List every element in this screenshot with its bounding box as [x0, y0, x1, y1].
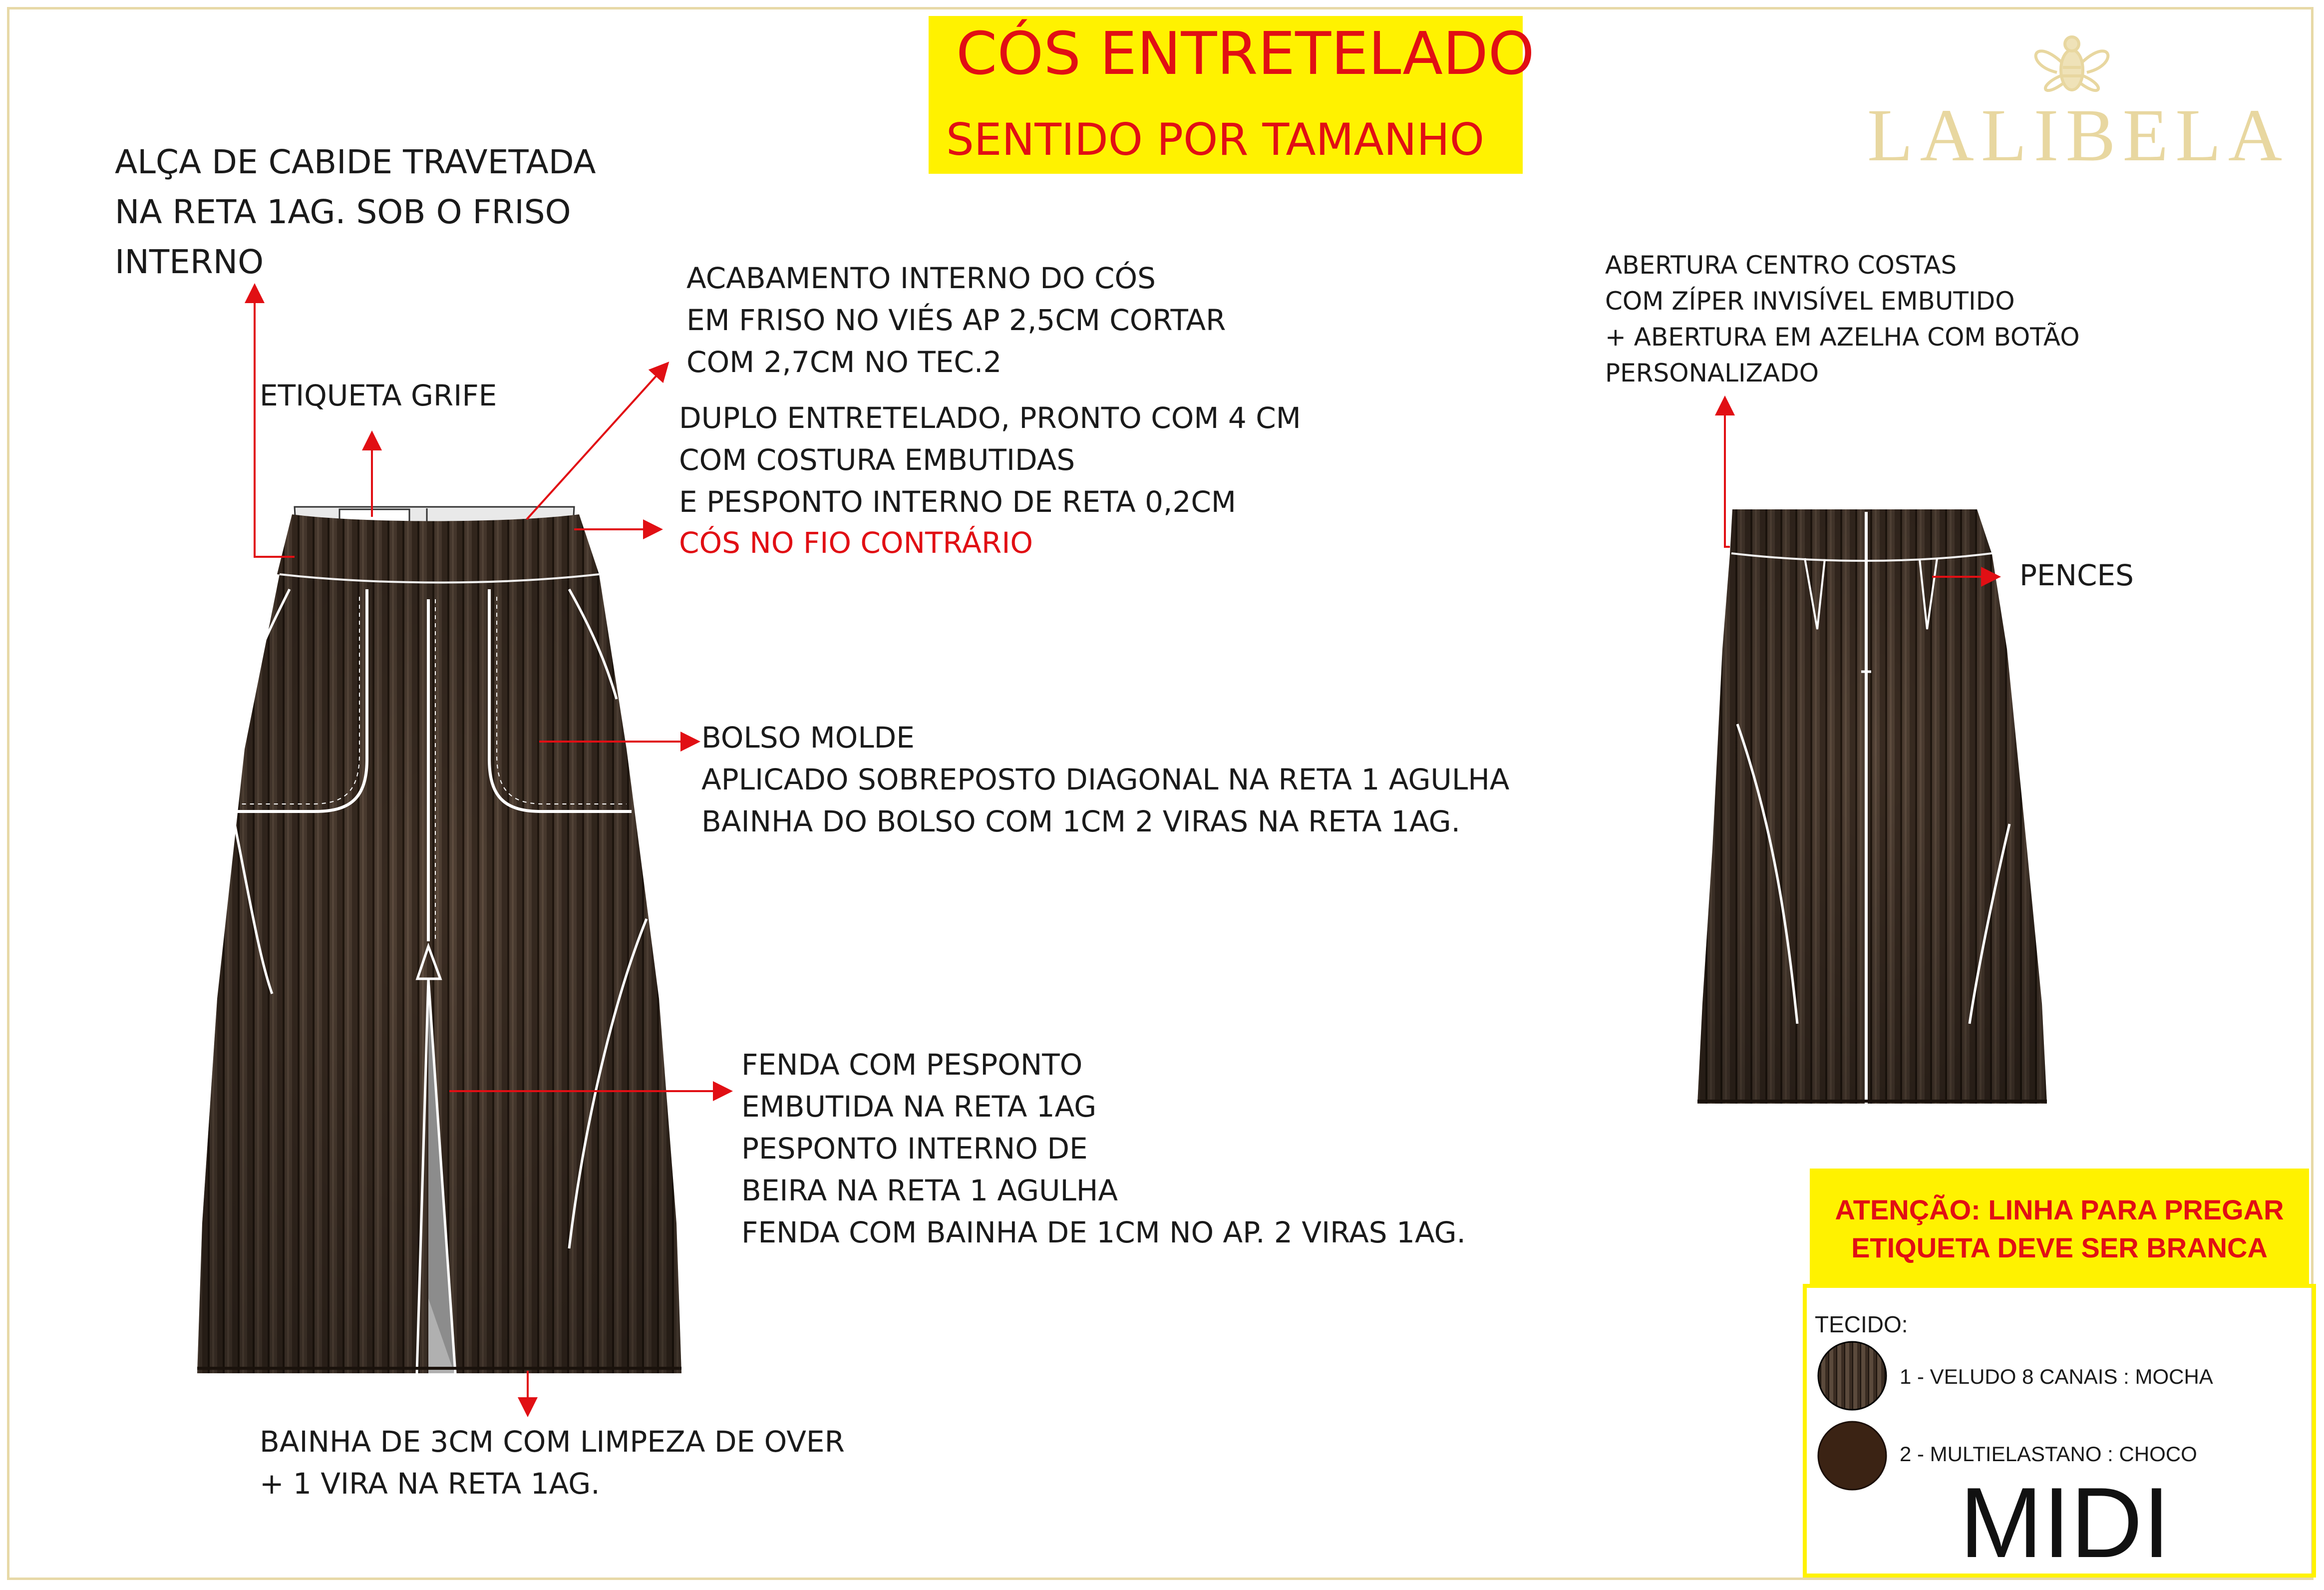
note-waistband-grain: CÓS NO FIO CONTRÁRIO	[679, 526, 1033, 560]
note-pocket: BOLSO MOLDE APLICADO SOBREPOSTO DIAGONAL NA RETA 1 AGULHA BAINHA DO BOLSO COM 1CM 2 VIRAS NA RETA 1AG.	[701, 721, 1510, 838]
note-waistband-finish: ACABAMENTO INTERNO DO CÓS EM FRISO NO VIÉS AP 2,5CM CORTAR COM 2,7CM NO TEC.2	[686, 261, 1226, 379]
page-title: CÓS ENTRETELADO	[956, 19, 1535, 88]
note-darts: PENCES	[2019, 558, 2134, 592]
note-back-opening: ABERTURA CENTRO COSTAS COM ZÍPER INVISÍVEL EMBUTIDO + ABERTURA EM AZELHA COM BOTÃO PERSONALIZADO	[1605, 251, 2080, 388]
warning-text: ATENÇÃO: LINHA PARA PREGAR ETIQUETA DEVE SER BRANCA	[1835, 1194, 2284, 1263]
note-brand-label: ETIQUETA GRIFE	[260, 379, 497, 412]
note-waistband-interfacing: DUPLO ENTRETELADO, PRONTO COM 4 CM COM COSTURA EMBUTIDAS E PESPONTO INTERNO DE RETA 0,2CM	[679, 401, 1301, 519]
front-skirt	[197, 507, 681, 1373]
solid-swatch	[1818, 1422, 1886, 1490]
brand-logo: LALIBELA	[1867, 94, 2290, 177]
note-hem: BAINHA DE 3CM COM LIMPEZA DE OVER + 1 VIRA NA RETA 1AG.	[260, 1425, 845, 1501]
note-hanger-loop: ALÇA DE CABIDE TRAVETADA NA RETA 1AG. SOB O FRISO INTERNO	[115, 143, 596, 281]
size-label: MIDI	[1960, 1467, 2171, 1579]
back-skirt	[1697, 509, 2047, 1104]
fabric-item-1-label: 1 - VELUDO 8 CANAIS : MOCHA	[1900, 1365, 2213, 1388]
page-subtitle: SENTIDO POR TAMANHO	[946, 114, 1484, 165]
corduroy-swatch	[1817, 1341, 1887, 1411]
note-slit: FENDA COM PESPONTO EMBUTIDA NA RETA 1AG PESPONTO INTERNO DE BEIRA NA RETA 1 AGULHA FENDA COM BAINHA DE 1CM NO AP. 2 VIRAS 1AG.	[741, 1048, 1466, 1249]
fabric-item-2-label: 2 - MULTIELASTANO : CHOCO	[1900, 1442, 2197, 1466]
fabric-panel-title: TECIDO:	[1815, 1311, 1908, 1337]
